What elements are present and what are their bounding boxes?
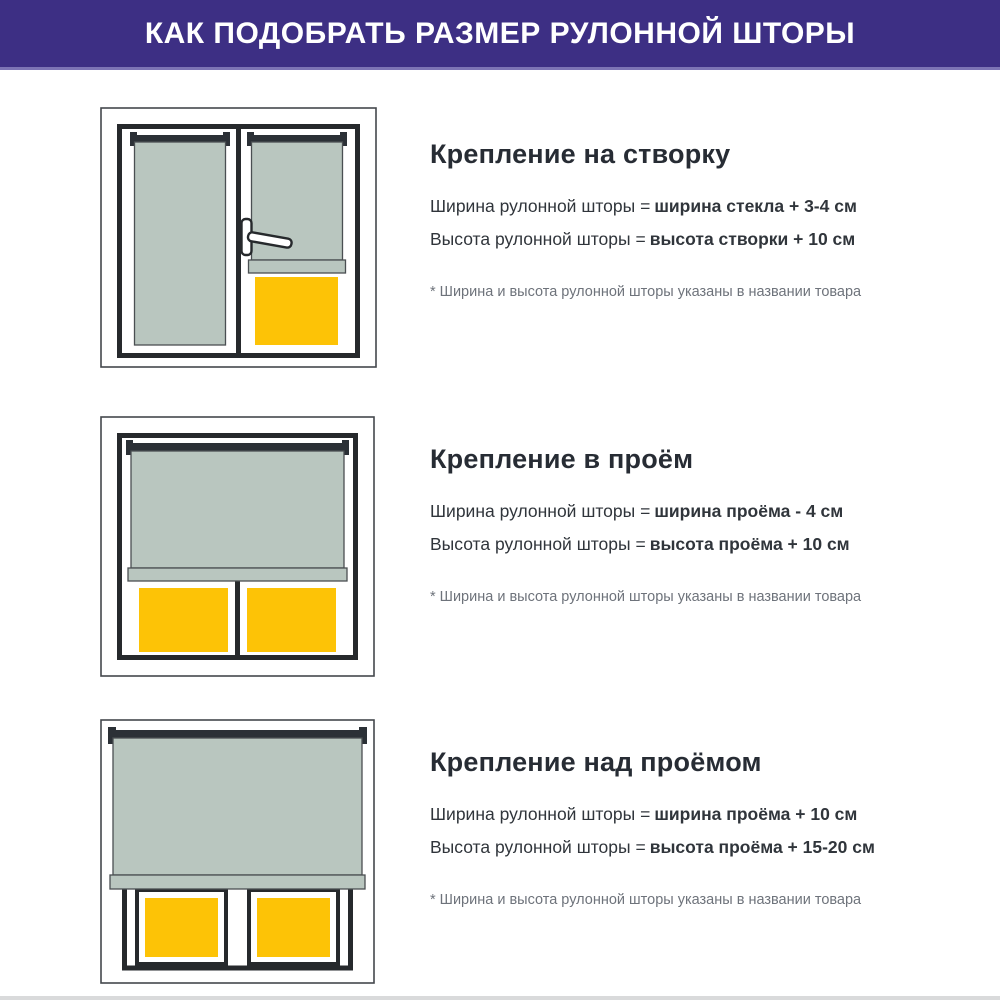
formula-label: Высота рулонной шторы = [430,534,646,554]
blind-fabric [131,451,344,568]
blind-bottom-bar [128,568,347,581]
window-drawing-sash [100,107,377,368]
illustration-mount-above-opening [100,719,375,984]
roller-rail [133,135,227,142]
page-title: КАК ПОДОБРАТЬ РАЗМЕР РУЛОННОЙ ШТОРЫ [144,16,856,50]
formula-height [430,223,910,256]
section-text [430,748,910,908]
window-drawing-opening [100,416,375,677]
formula-value: ширина проёма + 10 см [654,804,858,824]
formula-value: ширина стекла + 3-4 см [654,196,857,216]
formula-label: Ширина рулонной шторы = [430,196,651,216]
formula-label: Высота рулонной шторы = [430,837,646,857]
blind-fabric [135,142,226,345]
formula-height [430,831,910,864]
formula-label: Высота рулонной шторы = [430,229,646,249]
glass-pane [247,588,336,652]
roller-rail [129,443,346,451]
formula-label: Ширина рулонной шторы = [430,501,651,521]
formula-lines [430,798,910,864]
formula-label: Ширина рулонной шторы = [430,804,651,824]
section-title: Крепление над проёмом [430,747,762,777]
section-mount-in-opening [0,416,1000,677]
glass-pane [257,898,330,957]
formula-value: ширина проёма - 4 см [654,501,844,521]
illustration-mount-in-opening [100,416,375,677]
illustration-mount-on-sash [100,107,377,368]
blind-bottom-bar [110,875,365,889]
glass-pane [139,588,228,652]
bottom-edge-strip [0,996,1000,1000]
section-title: Крепление в проём [430,444,694,474]
glass-pane [145,898,218,957]
section-text [430,445,910,605]
formula-lines [430,495,910,561]
roller-rail [250,135,344,142]
formula-width [430,798,910,831]
roller-rail [111,730,364,738]
formula-value: высота проёма + 10 см [649,534,850,554]
blind-fabric [113,738,362,875]
formula-value: высота створки + 10 см [649,229,856,249]
window-drawing-above [100,719,375,984]
footnote: * Ширина и высота рулонной шторы указаны в названии товара [430,589,862,605]
glass-pane [255,277,338,345]
section-text [430,140,910,300]
footnote: * Ширина и высота рулонной шторы указаны в названии товара [430,284,862,300]
formula-width [430,190,910,223]
formula-width [430,495,910,528]
section-mount-above-opening [0,719,1000,984]
blind-bottom-bar [249,260,346,273]
page-header [0,0,1000,70]
section-title: Крепление на створку [430,139,731,169]
formula-lines [430,190,910,256]
formula-height [430,528,910,561]
section-mount-on-sash [0,107,1000,368]
formula-value: высота проёма + 15-20 см [649,837,875,857]
footnote: * Ширина и высота рулонной шторы указаны в названии товара [430,892,862,908]
